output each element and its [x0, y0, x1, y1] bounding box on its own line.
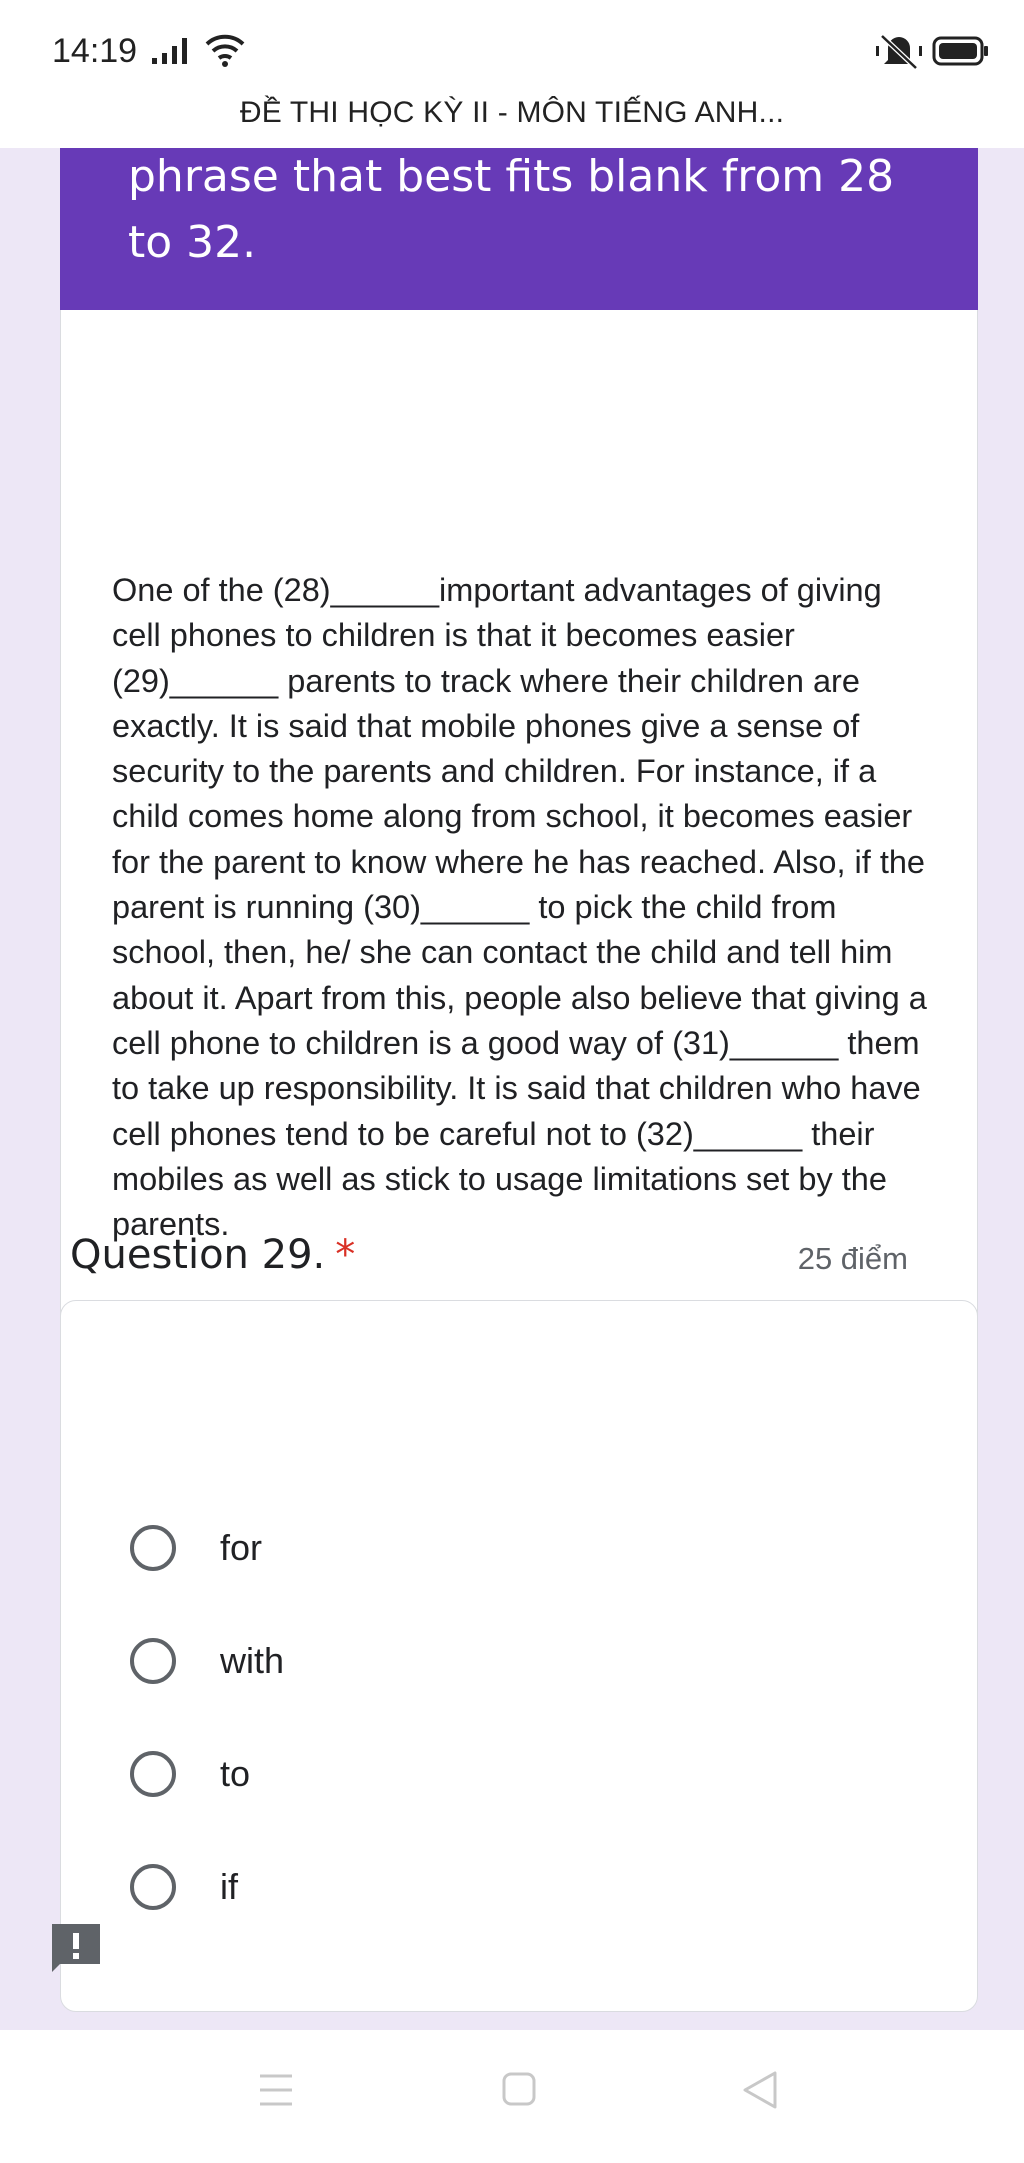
question-title	[70, 1232, 355, 1278]
home-icon[interactable]	[502, 2072, 536, 2106]
section-header-text: phrase that best fits blank from 28 to 32.	[128, 151, 895, 268]
radio-button[interactable]	[130, 1864, 176, 1910]
radio-button[interactable]	[130, 1638, 176, 1684]
option-to[interactable]	[130, 1744, 730, 1804]
navigation-bar	[0, 2030, 1024, 2163]
feedback-icon[interactable]	[48, 1920, 104, 1974]
option-label: if	[220, 1866, 238, 1907]
required-star: *	[335, 1232, 356, 1278]
radio-button[interactable]	[130, 1525, 176, 1571]
option-label: to	[220, 1753, 251, 1794]
option-if[interactable]	[130, 1857, 730, 1917]
question-title-text: Question 29.	[70, 1232, 326, 1278]
option-label: with	[220, 1640, 285, 1681]
question-points: 25 điểm	[797, 1241, 908, 1276]
option-for[interactable]	[130, 1518, 730, 1578]
option-with[interactable]	[130, 1631, 730, 1691]
wifi-icon	[204, 32, 246, 68]
document-title: ĐỀ THI HỌC KỲ II - MÔN TIẾNG ANH...	[239, 96, 785, 129]
back-icon[interactable]	[742, 2070, 778, 2110]
vibrate-icon	[874, 32, 924, 70]
passage-text: One of the (28)______important advantages of giving cell phones to children is that it becomes easier (29)______ parents to track where their children are exactly. It is said that mobile phones give a sense of security to the parents and children. For instance, if a child comes home along from school, it becomes easier for the parent to know where he has reached. Also, if the parent is running (30)______ to pick the child from school, then, he/ she can contact the child and tell him about it. Apart from this, people also believe that giving a cell phone to children is a good way of (31)______ them to take up responsibility. It is said that children who have cell phones tend to be careful not to (32)______ their mobiles as well as stick to usage limitations set by the parents.	[112, 572, 927, 1243]
menu-icon[interactable]	[256, 2070, 296, 2110]
section-header	[60, 148, 978, 310]
status-bar	[0, 0, 1024, 129]
radio-button[interactable]	[130, 1751, 176, 1797]
signal-icon	[150, 38, 194, 64]
status-time: 14:19	[52, 32, 138, 70]
battery-icon	[932, 36, 990, 66]
option-label: for	[220, 1527, 263, 1568]
